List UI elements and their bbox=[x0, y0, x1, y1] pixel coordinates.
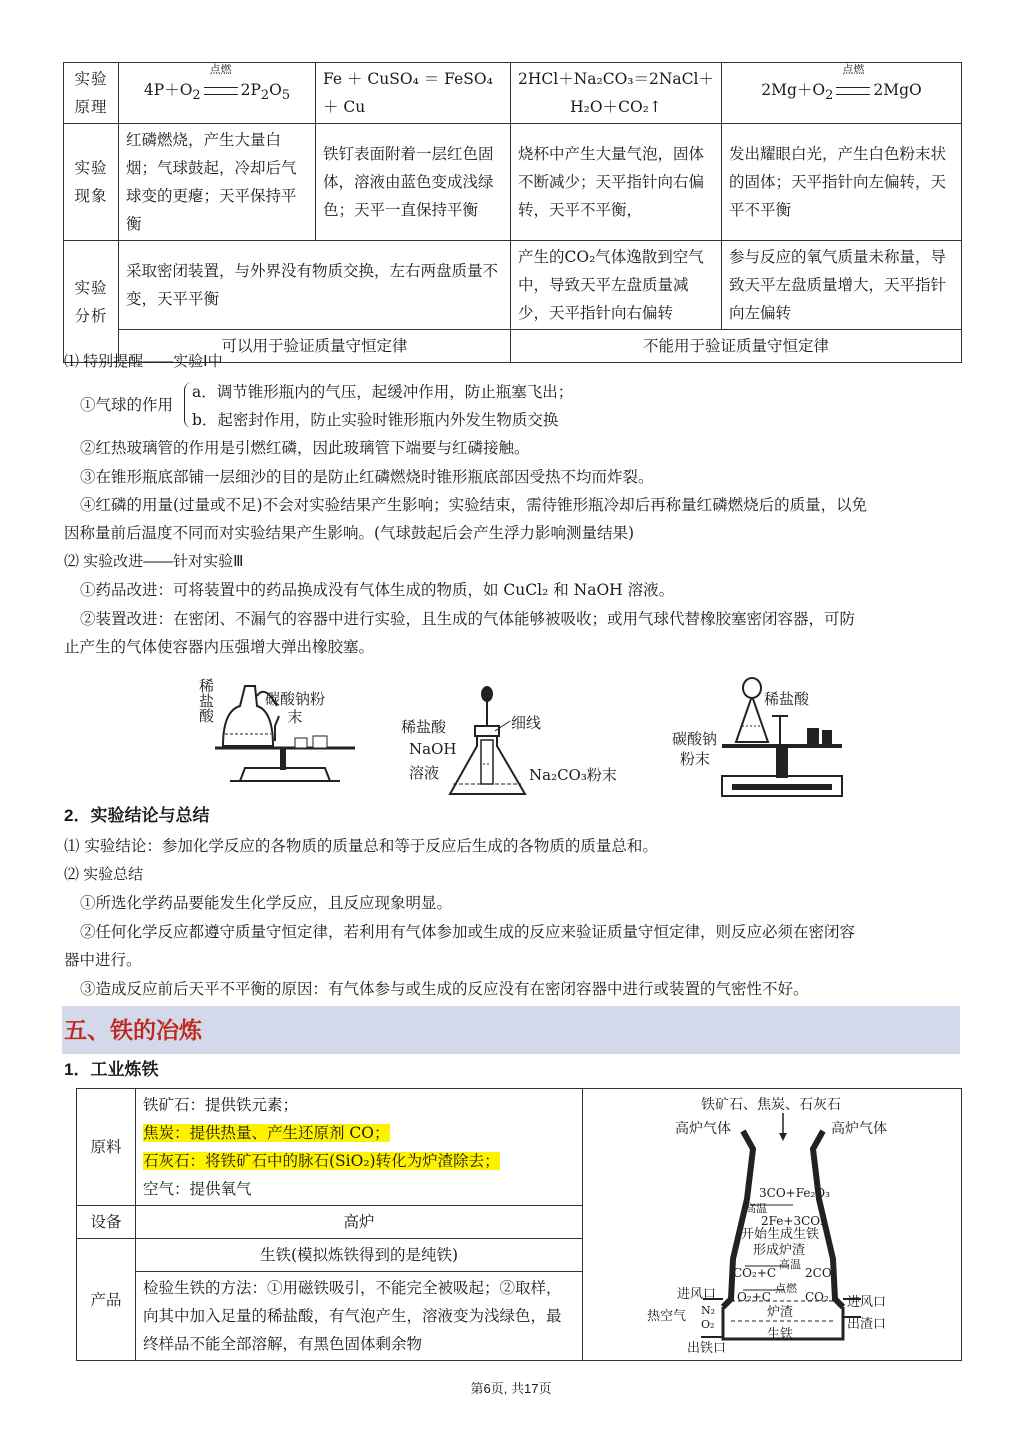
notes-heading-1: ⑴ 特别提醒——实验Ⅰ中 bbox=[64, 353, 223, 370]
f3-powder-label: 碳酸钠 bbox=[672, 730, 718, 748]
product-label: 产品 bbox=[77, 1239, 136, 1361]
page-footer: 第6页, 共17页 bbox=[470, 1381, 552, 1396]
balloon-label: ①气球的作用 bbox=[80, 396, 174, 414]
experiment-table bbox=[63, 62, 962, 363]
f2-naoh-label-2: 溶液 bbox=[409, 764, 440, 782]
row-label-analysis: 实验分析 bbox=[64, 241, 119, 363]
f1-powder-label: 碳酸钠粉末 bbox=[265, 690, 326, 726]
reaction-3-cond: 点燃 bbox=[775, 1282, 797, 1295]
figure-balance-1 bbox=[195, 676, 365, 786]
conclusion-heading-2: ⑵ 实验总结 bbox=[64, 866, 144, 883]
inlet-right: 进风口 bbox=[847, 1295, 887, 1310]
summary-3: ③造成反应前后天平不平衡的原因：有气体参与或生成的反应没有在密闭容器中进行或装置的气密性不好。 bbox=[80, 980, 809, 998]
reaction-1-cond: 高温 bbox=[745, 1202, 767, 1215]
equation-1: $4P+O_2$ 点燃 $2P_2O_5$ bbox=[119, 63, 316, 124]
phenomenon-2: 铁钉表面附着一层红色固体，溶液由蓝色变成浅绿色；天平一直保持平衡 bbox=[316, 124, 511, 241]
f1-acid-label: 稀盐酸 bbox=[197, 678, 215, 723]
f2-powder-label: Na₂CO₃粉末 bbox=[529, 766, 617, 784]
note-3: ③在锥形瓶底部铺一层细沙的目的是防止红磷燃烧时锥形瓶底部因受热不均而炸裂。 bbox=[80, 468, 654, 486]
reaction-1-text-1: 开始生成生铁 bbox=[741, 1227, 820, 1242]
equation-4: $2Mg+O_2$ 点燃 2MgO bbox=[722, 63, 962, 124]
equation-2: Fe ＋ CuSO₄ ＝ FeSO₄ ＋ Cu bbox=[316, 63, 511, 124]
conclusion-1: ⑴ 实验结论：参加化学反应的各物质的质量总和等于反应后生成的各物质的质量总和。 bbox=[64, 837, 658, 855]
raw-2: 焦炭：提供热量、产生还原剂 CO； bbox=[143, 1124, 390, 1142]
note-2: ②红热玻璃管的作用是引燃红磷，因此玻璃管下端要与红磷接触。 bbox=[80, 439, 530, 457]
analysis-4: 参与反应的氧气质量未称量，导致天平左盘质量增大，天平指针向左偏转 bbox=[722, 241, 962, 330]
f2-acid-label: 稀盐酸 bbox=[401, 718, 447, 736]
analysis-3: 产生的CO₂气体逸散到空气中，导致天平左盘质量减少，天平指针向右偏转 bbox=[511, 241, 722, 330]
row-label-principle: 实验原理 bbox=[64, 63, 119, 124]
raw-1: 铁矿石：提供铁元素； bbox=[143, 1096, 299, 1114]
f2-line-label: 细线 bbox=[511, 714, 542, 732]
furnace-diagram bbox=[583, 1089, 959, 1359]
row-label-phenomenon: 实验现象 bbox=[64, 124, 119, 241]
furnace-gas-right: 高炉气体 bbox=[831, 1121, 887, 1137]
equip-value: 高炉 bbox=[136, 1206, 583, 1239]
furnace-cell bbox=[583, 1089, 962, 1361]
gas-n2: N₂ bbox=[701, 1304, 716, 1317]
reaction-2: CO₂+C bbox=[733, 1266, 777, 1280]
f2-naoh-label: NaOH bbox=[409, 740, 457, 758]
conclusion-invalid: 不能用于验证质量守恒定律 bbox=[511, 330, 962, 363]
figure-balance-3 bbox=[672, 666, 872, 802]
subsection-title: 1．工业炼铁 bbox=[64, 1060, 159, 1079]
note-4b: 因称量前后温度不同而对实验结果产生影响。(气球鼓起后会产生浮力影响测量结果) bbox=[64, 524, 635, 542]
phenomenon-1: 红磷燃烧，产生大量白烟；气球鼓起，冷却后气球变的更瘪；天平保持平衡 bbox=[119, 124, 316, 241]
iron-outlet: 出铁口 bbox=[687, 1341, 727, 1356]
reaction-3: O₂+C bbox=[737, 1290, 771, 1304]
inlet-left: 进风口 bbox=[677, 1287, 717, 1302]
f3-powder-label-2: 粉末 bbox=[680, 750, 711, 768]
reaction-2-cond: 高温 bbox=[779, 1258, 801, 1271]
gas-o2: O₂ bbox=[701, 1318, 715, 1331]
reaction-1-text-2: 形成炉渣 bbox=[753, 1243, 806, 1258]
reaction-2-prod: 2CO bbox=[805, 1266, 832, 1280]
summary-2a: ②任何化学反应都遵守质量守恒定律，若利用有气体参加或生成的反应来验证质量守恒定律，则反应必须在密闭容 bbox=[80, 923, 856, 941]
phenomenon-4: 发出耀眼白光，产生白色粉末状的固体；天平指针向左偏转，天平不平衡 bbox=[722, 124, 962, 241]
section-title: 五、铁的冶炼 bbox=[64, 1017, 202, 1043]
reaction-3-prod: CO₂ bbox=[805, 1290, 829, 1304]
conclusion-valid: 可以用于验证质量守恒定律 bbox=[119, 330, 511, 363]
improve-2a: ②装置改进：在密闭、不漏气的容器中进行实验，且生成的气体能够被吸收；或用气球代替橡胶塞密闭容器，可防 bbox=[80, 610, 856, 628]
raw-3: 石灰石：将铁矿石中的脉石(SiO₂)转化为炉渣除去； bbox=[143, 1152, 500, 1170]
product-1: 生铁(模拟炼铁得到的是纯铁) bbox=[136, 1239, 583, 1272]
equip-label: 设备 bbox=[77, 1206, 136, 1239]
reaction-1: 3CO+Fe₂O₃ bbox=[759, 1186, 830, 1200]
phenomenon-3: 烧杯中产生大量气泡，固体不断减少；天平指针向右偏转，天平不平衡， bbox=[511, 124, 722, 241]
summary-1: ①所选化学药品要能发生化学反应，且反应现象明显。 bbox=[80, 894, 453, 912]
furnace-top-label: 铁矿石、焦炭、石灰石 bbox=[701, 1097, 841, 1113]
analysis-1-2: 采取密闭装置，与外界没有物质交换，左右两盘质量不变，天平平衡 bbox=[119, 241, 511, 330]
improve-2b: 止产生的气体使容器内压强增大弹出橡胶塞。 bbox=[64, 638, 375, 656]
iron-table bbox=[76, 1088, 962, 1361]
raw-label: 原料 bbox=[77, 1089, 136, 1206]
slag-label: 炉渣 bbox=[767, 1305, 794, 1320]
balloon-b: b．起密封作用，防止实验时锥形瓶内外发生物质交换 bbox=[192, 411, 559, 429]
raw-materials bbox=[136, 1089, 583, 1206]
iron-label: 生铁 bbox=[767, 1327, 794, 1342]
improve-1: ①药品改进：可将装置中的药品换成没有气体生成的物质，如 CuCl₂ 和 NaOH 溶液。 bbox=[80, 581, 675, 599]
note-4a: ④红磷的用量(过量或不足)不会对实验结果产生影响；实验结束，需待锥形瓶冷却后再称量红磷燃烧后的质量，以免 bbox=[80, 496, 868, 514]
furnace-gas-left: 高炉气体 bbox=[675, 1121, 731, 1137]
product-2: 检验生铁的方法：①用磁铁吸引，不能完全被吸起；②取样，向其中加入足量的稀盐酸，有气泡产生，溶液变为浅绿色，最终样品不能全部溶解，有黑色固体剩余物 bbox=[136, 1272, 583, 1361]
notes-heading-2: ⑵ 实验改进——针对实验Ⅲ bbox=[64, 553, 244, 570]
balloon-a: a．调节锥形瓶内的气压，起缓冲作用，防止瓶塞飞出； bbox=[192, 383, 574, 401]
summary-2b: 器中进行。 bbox=[64, 951, 142, 969]
hot-air: 热空气 bbox=[647, 1309, 687, 1324]
raw-4: 空气：提供氧气 bbox=[143, 1180, 252, 1198]
slag-outlet: 出渣口 bbox=[847, 1317, 887, 1332]
conclusion-heading: 2．实验结论与总结 bbox=[64, 806, 210, 825]
figure-flask-2 bbox=[395, 676, 635, 802]
reaction-1-prod: 2Fe+3CO₂ bbox=[761, 1214, 825, 1228]
equation-3: 2HCl＋Na₂CO₃＝2NaCl＋H₂O＋CO₂↑ bbox=[511, 63, 722, 124]
f3-acid-label: 稀盐酸 bbox=[764, 690, 810, 708]
